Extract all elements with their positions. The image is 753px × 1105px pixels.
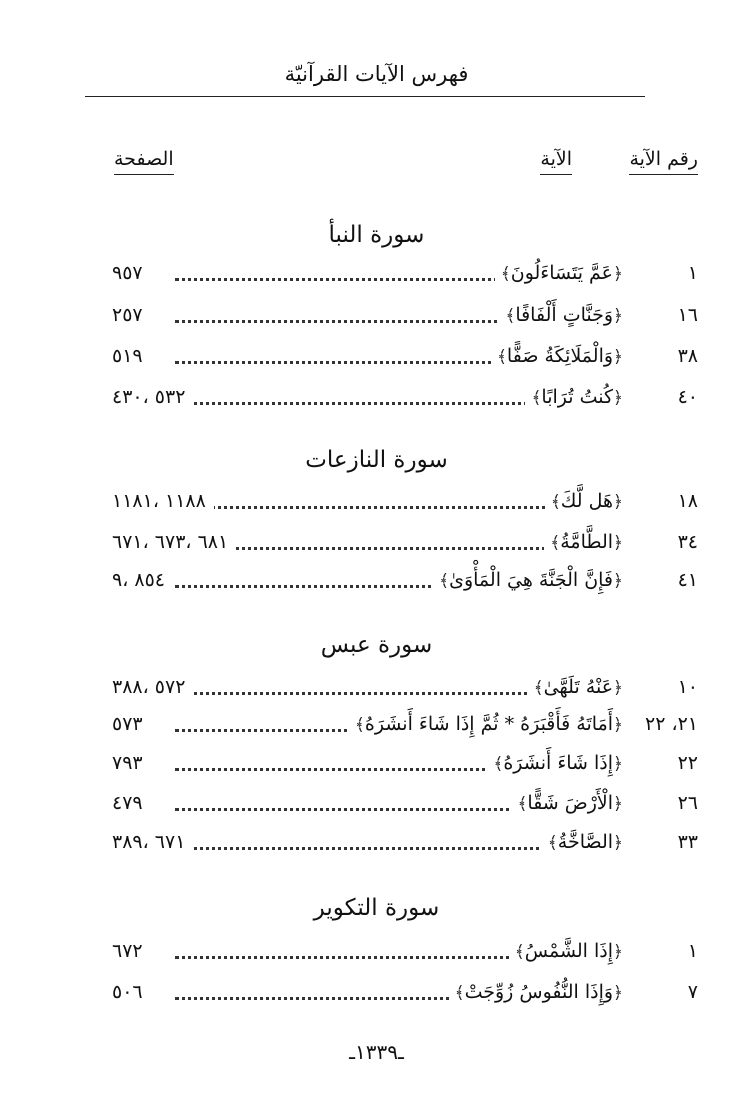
close-bracket: ﴾ (550, 492, 561, 512)
surah-title: سورة عبس (320, 632, 433, 658)
page-numbers: ٨٥٤ ،٩ (112, 569, 173, 591)
page-numbers: ٧٩٣ (112, 752, 151, 774)
ayah-number: ٣٤ (677, 531, 698, 553)
ayah-words: كُنتُ تُرَابًا (541, 386, 614, 408)
ayah-number: ٤١ (677, 569, 698, 591)
ayah-words: الطَّامَّةُ (560, 531, 614, 553)
ayah-words: عَنْهُ تَلَهَّىٰ (543, 676, 614, 698)
ayah-number: ٣٨ (677, 345, 698, 367)
ayah-words: وَجَنَّاتٍ أَلْفَافًا (515, 304, 614, 326)
ayah-text (491, 345, 623, 367)
close-bracket: ﴾ (505, 306, 516, 326)
ayah-number: ٣٣ (677, 831, 698, 853)
open-bracket: ﴿ (613, 347, 623, 367)
open-bracket: ﴿ (613, 833, 623, 853)
index-entry (0, 258, 753, 294)
surah-title: سورة التكوير (313, 895, 440, 921)
ayah-words: عَمَّ يَتَسَاءَلُونَ (510, 262, 614, 284)
close-bracket: ﴾ (439, 571, 450, 591)
ayah-text (525, 386, 623, 408)
open-bracket: ﴿ (613, 942, 623, 962)
page-numbers: ٥٣٢ ،٤٣٠ (112, 386, 193, 408)
ayah-number: ١ (687, 940, 698, 962)
ayah-words: هَل لَّكَ (560, 490, 614, 512)
ayah-number: ٢٢ (677, 752, 698, 774)
ayah-words: أَمَاتَهُ فَأَقْبَرَهُ * ثُمَّ إِذَا شَاءَ أَنشَرَهُ (364, 713, 614, 735)
ayah-words: وَإِذَا النُّفُوسُ زُوِّجَتْ (464, 981, 614, 1003)
open-bracket: ﴿ (613, 983, 623, 1003)
ayah-text (545, 490, 623, 512)
index-entry (0, 565, 753, 601)
header-rule (85, 96, 645, 97)
ayah-text (487, 752, 623, 774)
close-bracket: ﴾ (517, 794, 528, 814)
page-numbers: ٤٧٩ (112, 792, 151, 814)
ayah-number: ١٠ (677, 676, 698, 698)
ayah-text (511, 792, 623, 814)
index-entry (0, 300, 753, 336)
close-bracket: ﴾ (547, 833, 558, 853)
open-bracket: ﴿ (613, 571, 623, 591)
ayah-text (495, 262, 623, 284)
page-numbers: ٥٠٦ (112, 981, 151, 1003)
ayah-number: ١ (687, 262, 698, 284)
open-bracket: ﴿ (613, 715, 623, 735)
open-bracket: ﴿ (613, 264, 623, 284)
ayah-number: ١٦ (677, 304, 698, 326)
open-bracket: ﴿ (613, 533, 623, 553)
ayah-words: إِذَا شَاءَ أَنشَرَهُ (503, 752, 614, 774)
page-numbers: ٦٨١ ،٦٧٣ ،٦٧١ (112, 531, 236, 553)
column-header-ayah-number: رقم الآية (629, 148, 698, 175)
page-number: ـ١٣٣٩ـ (349, 1040, 404, 1064)
close-bracket: ﴾ (500, 264, 511, 284)
index-entry (0, 382, 753, 418)
index-entry (0, 977, 753, 1013)
index-entry (0, 748, 753, 784)
ayah-text (544, 531, 623, 553)
open-bracket: ﴿ (613, 306, 623, 326)
page-numbers: ٩٥٧ (112, 262, 151, 284)
index-entry (0, 788, 753, 824)
ayah-words: إِذَا الشَّمْسُ (524, 940, 614, 962)
index-entry (0, 486, 753, 522)
open-bracket: ﴿ (613, 678, 623, 698)
open-bracket: ﴿ (613, 794, 623, 814)
page-numbers: ١١٨٨ ،١١٨١ (112, 490, 214, 512)
ayah-text (449, 981, 623, 1003)
ayah-words: فَإِنَّ الْجَنَّةَ هِيَ الْمَأْوَىٰ (449, 569, 614, 591)
ayah-text (433, 569, 623, 591)
ayah-number: ٤٠ (677, 386, 698, 408)
index-entry (0, 672, 753, 708)
index-entry (0, 827, 753, 863)
index-entry (0, 709, 753, 745)
column-header-page: الصفحة (114, 148, 174, 175)
ayah-text (349, 713, 623, 735)
ayah-number: ٢٦ (677, 792, 698, 814)
page-numbers: ٥٧٢ ،٣٨٨ (112, 676, 193, 698)
page-numbers: ٦٧١ ،٣٨٩ (112, 831, 193, 853)
ayah-text (542, 831, 623, 853)
ayah-words: الْأَرْضَ شَقًّا (527, 792, 614, 814)
ayah-text (528, 676, 623, 698)
column-header-ayah: الآية (540, 148, 572, 175)
close-bracket: ﴾ (493, 754, 504, 774)
close-bracket: ﴾ (550, 533, 561, 553)
surah-title: سورة النازعات (305, 447, 448, 473)
close-bracket: ﴾ (496, 347, 507, 367)
page-numbers: ٦٧٢ (112, 940, 151, 962)
page-numbers: ٥٧٣ (112, 713, 151, 735)
open-bracket: ﴿ (613, 754, 623, 774)
ayah-words: وَالْمَلَائِكَةُ صَفًّا (506, 345, 614, 367)
ayah-number: ٧ (687, 981, 698, 1003)
ayah-number: ٢١، ٢٢ (644, 713, 698, 735)
close-bracket: ﴾ (454, 983, 465, 1003)
close-bracket: ﴾ (354, 715, 365, 735)
ayah-number: ١٨ (677, 490, 698, 512)
running-header: فهرس الآيات القرآنيّة (284, 62, 469, 86)
page-numbers: ٥١٩ (112, 345, 151, 367)
ayah-words: الصَّاخَّةُ (557, 831, 614, 853)
index-entry (0, 527, 753, 563)
page-numbers: ٢٥٧ (112, 304, 151, 326)
close-bracket: ﴾ (531, 388, 542, 408)
close-bracket: ﴾ (514, 942, 525, 962)
open-bracket: ﴿ (613, 388, 623, 408)
ayah-text (499, 304, 623, 326)
index-entry (0, 936, 753, 972)
open-bracket: ﴿ (613, 492, 623, 512)
close-bracket: ﴾ (533, 678, 544, 698)
surah-title: سورة النبأ (328, 222, 425, 248)
index-entry (0, 341, 753, 377)
ayah-text (509, 940, 623, 962)
